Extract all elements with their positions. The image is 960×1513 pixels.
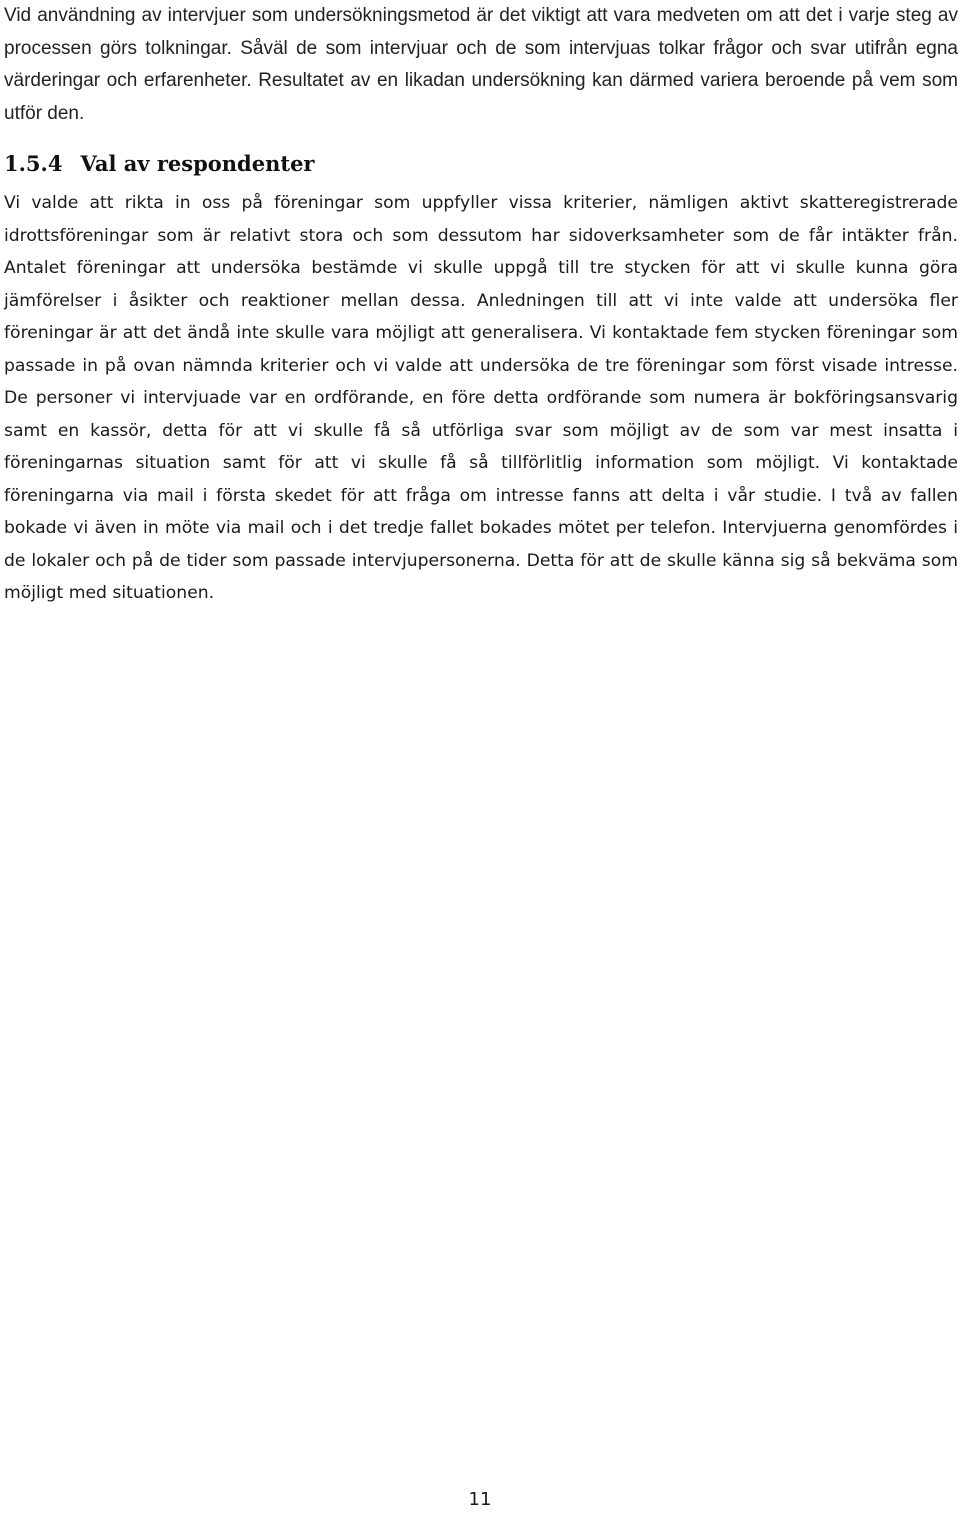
page-number: 11 xyxy=(468,1489,492,1510)
section-title: Val av respondenter xyxy=(80,151,315,176)
section-paragraph: Vi valde att rikta in oss på föreningar som uppfyller vissa kriterier, nämligen aktivt skatteregistrerade idrottsföreningar som är relativt stora och som dessutom har sidoverksamheter som de får intäkter från. Antalet föreningar att undersöka bestämde vi skulle uppgå till tre stycken för att vi skulle kunna göra jämförelser i åsikter och reaktioner mellan dessa. Anledningen till att vi inte valde att undersöka fler föreningar är att det ändå inte skulle vara möjligt att generalisera. Vi kontaktade fem stycken föreningar som passade in på ovan nämnda kriterier och vi valde att undersöka de tre föreningar som först visade intresse. De personer vi intervjuade var en ordförande, en före detta ordförande som numera är bokföringsansvarig samt en kassör, detta för att vi skulle få så utförliga svar som möjligt av de som var mest insatta i föreningarnas situation samt för att vi skulle få så tillförlitlig information som möjligt. Vi kontaktade föreningarna via mail i första skedet för att fråga om intresse fanns att delta i vår studie. I två av fallen bokade vi även in möte via mail och i det tredje fallet bokades mötet per telefon. Intervjuerna genomfördes i de lokaler och på de tider som passade intervjupersonerna. Detta för att de skulle känna sig så bekväma som möjligt med situationen. xyxy=(4,193,958,603)
section-heading xyxy=(4,146,315,182)
section-number: 1.5.4 xyxy=(4,151,63,176)
intro-paragraph: Vid användning av intervjuer som undersökningsmetod är det viktigt att vara medveten om att det i varje steg av processen görs tolkningar. Såväl de som intervjuar och de som intervjuas tolkar frågor och svar utifrån egna värderingar och erfarenheter. Resultatet av en likadan undersökning kan därmed variera beroende på vem som utför den. xyxy=(4,5,958,124)
